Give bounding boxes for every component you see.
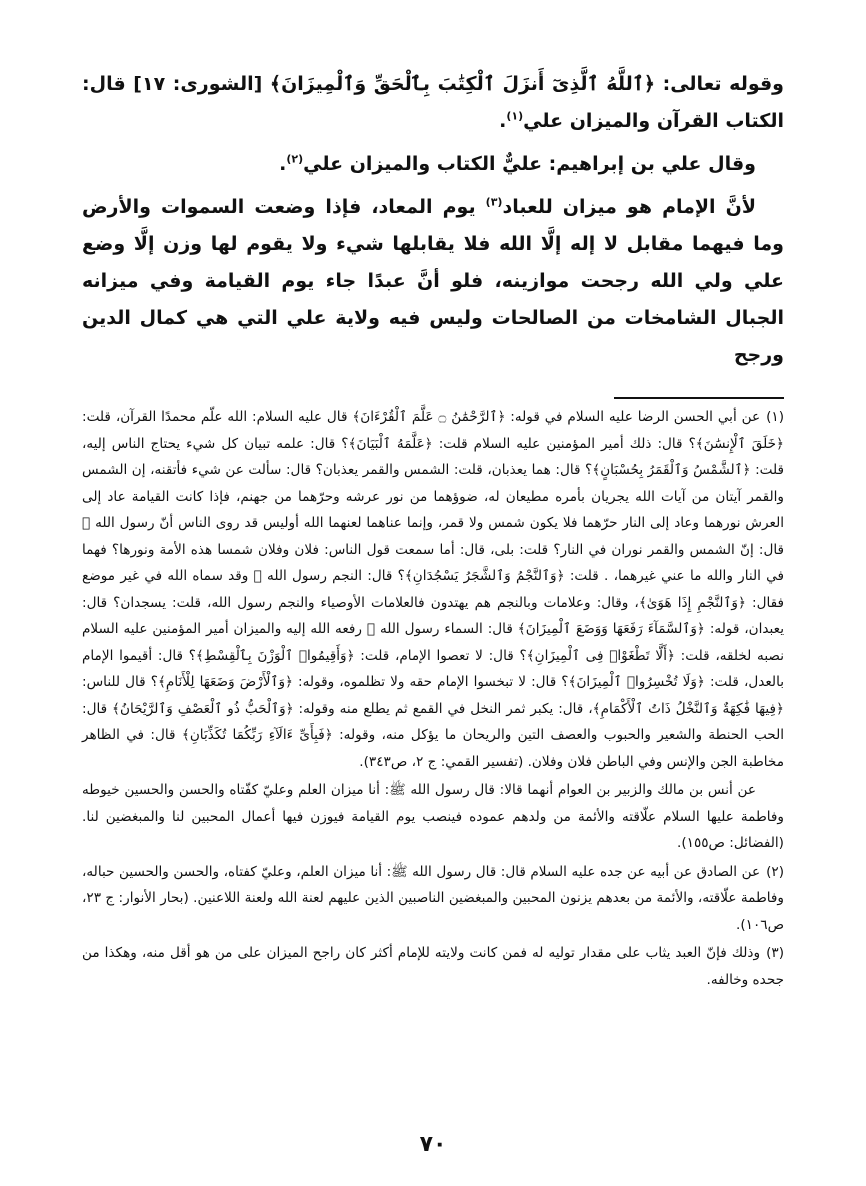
main-paragraph-1-text: وقوله تعالى: ﴿ٱللَّهُ ٱلَّذِىٓ أَنزَلَ ٱلْكِتَٰبَ بِٱلْحَقِّ وَٱلْمِيزَانَ﴾ [الشورى: ١٧] قال: الكتاب القرآن والميزان علي	[82, 73, 784, 132]
main-paragraph-3-text-a: لأنَّ الإمام هو ميزان للعباد	[502, 196, 756, 218]
main-paragraph-2: وقال علي بن إبراهيم: عليٌّ الكتاب والميزان علي$^{(٢)}$.	[279, 152, 756, 175]
footnote-separator	[614, 397, 784, 399]
footnote-ref-3[interactable]: (٣)	[485, 195, 503, 209]
footnote-3-number: (٣)	[766, 945, 784, 961]
main-text	[82, 66, 784, 374]
footnote-ref-1[interactable]: (١)	[506, 109, 524, 123]
main-paragraph-1: وقوله تعالى: ﴿ٱللَّهُ ٱلَّذِىٓ أَنزَلَ ٱلْكِتَٰبَ بِٱلْحَقِّ وَٱلْمِيزَانَ﴾ [الشورى: ١٧] قال: الكتاب القرآن والميزان علي$^{(١)}$.	[82, 73, 784, 132]
page-number: ٧٠	[419, 1132, 447, 1157]
footnote-1	[82, 404, 784, 775]
footnotes-section	[82, 404, 784, 995]
footnote-1-extra: عن أنس بن مالك والزبير بن العوام أنهما قالا: قال رسول الله ﷺ: أنا ميزان العلم وعليّ كفّتاه والحسن والحسين خيوطه وفاطمة عليها السلام علّاقته والأئمة من ولدهم عموده فينصب يوم القيامة فيوزن فيها أعمال المحبين لنا والمبغضين لنا. (الفضائل: ص١٥٥).	[82, 782, 784, 851]
footnote-1-number: (١)	[766, 409, 785, 425]
footnote-2	[82, 859, 784, 939]
main-paragraph-2-text: وقال علي بن إبراهيم: عليٌّ الكتاب والميزان علي	[303, 153, 756, 175]
main-paragraph-3	[82, 189, 784, 374]
footnote-2-text: عن الصادق عن أبيه عن جده عليه السلام قال: قال رسول الله ﷺ: أنا ميزان العلم، وعليّ كفتاه، والحسن والحسين حباله، وفاطمة علّاقته، والأئمة من بعدهم يزنون المحبين والمبغضين الناصبين الذين عليهم لعنة الله ولعنة اللاعنين. (بحار الأنوار: ج ٢٣، ص١٠٦).	[82, 863, 784, 933]
footnote-ref-2[interactable]: (٢)	[286, 152, 304, 166]
footnote-3	[82, 940, 784, 993]
footnote-1-text: عن أبي الحسن الرضا عليه السلام في قوله: ﴿ٱلرَّحْمَٰنُ ۝ عَلَّمَ ٱلْقُرْءَانَ﴾ قال عليه السلام: الله علّم محمدًا القرآن، قلت: ﴿خَلَقَ ٱلْإِنسَٰنَ﴾؟ قال: ذلك أمير المؤمنين عليه السلام قلت: ﴿عَلَّمَهُ ٱلْبَيَانَ﴾؟ قال: علمه تبيان كل شيء يحتاج الناس إليه، قلت: ﴿ٱلشَّمْسُ وَٱلْقَمَرُ بِحُسْبَانٍ﴾؟ قال: هما يعذبان، قلت: الشمس والقمر يعذبان؟ قال: سألت عن شيء فأتقنه، إن الشمس والقمر آيتان من آيات الله يجريان بأمره مطيعان له، ضوؤهما من نور عرشه وحرّهما من جهنم، فإذا كانت القيامة عاد إلى العرش نورهما وعاد إلى النار حرّهما فلا يكون شمس ولا قمر، وإنما عناهما لعنهما الله أوليس قد روى الناس أنّ رسول الله ﷺ قال: إنّ الشمس والقمر نوران في النار؟ قلت: بلى، قال: أما سمعت قول الناس: فلان وفلان شمسا هذه الأمة ونورها؟ فهما في النار والله ما عني غيرهما، . قلت: ﴿وَٱلنَّجْمُ وَٱلشَّجَرُ يَسْجُدَانِ﴾؟ قال: النجم رسول الله ﷺ وقد سماه الله في غير موضع فقال: ﴿وَٱلنَّجْمِ إِذَا هَوَىٰ﴾، وقال: وعلامات وبالنجم هم يهتدون فالعلامات الأوصياء والنجم رسول الله، قلت: يسجدان؟ قال: يعبدان، قوله: ﴿وَٱلسَّمَآءَ رَفَعَهَا وَوَضَعَ ٱلْمِيزَانَ﴾ قال: السماء رسول الله ﷺ رفعه الله إليه والميزان أمير المؤمنين عليه السلام نصبه لخلقه، قلت: ﴿أَلَّا تَطْغَوْا۟ فِى ٱلْمِيزَانِ﴾؟ قال: لا تعصوا الإمام، قلت: ﴿وَأَقِيمُوا۟ ٱلْوَزْنَ بِٱلْقِسْطِ﴾؟ قال: أقيموا الإمام بالعدل، قلت: ﴿وَلَا تُخْسِرُوا۟ ٱلْمِيزَانَ﴾؟ قال: لا تبخسوا الإمام حقه ولا تظلموه، وقوله: ﴿وَٱلْأَرْضَ وَضَعَهَا لِلْأَنَامِ﴾؟ قال للناس: ﴿فِيهَا فَٰكِهَةٌ وَٱلنَّخْلُ ذَاتُ ٱلْأَكْمَامِ﴾، قال: يكبر ثمر النخل في القمع ثم يطلع منه وقوله: ﴿وَٱلْحَبُّ ذُو ٱلْعَصْفِ وَٱلرَّيْحَانُ﴾ قال: الحب الحنطة والشعير والحبوب والعصف التين والريحان ما يؤكل منه، وقوله: ﴿فَبِأَىِّ ءَالَآءِ رَبِّكُمَا تُكَذِّبَانِ﴾ قال: في الظاهر مخاطبة الجن والإنس وفي الباطن فلان وفلان. (تفسير القمي: ج ٢، ص٣٤٣).	[82, 409, 784, 770]
footnote-2-number: (٢)	[766, 863, 784, 880]
footnote-3-text: وذلك فإنّ العبد يثاب على مقدار توليه له فمن كانت ولايته للإمام أكثر كان راجح الميزان على من هو أقل منه، وهكذا من جحده وخالفه.	[82, 945, 784, 988]
main-paragraph-3-text-b: يوم المعاد، فإذا وضعت السموات والأرض وما فيهما مقابل لا إله إلَّا الله فلا يقابلها شيء ولا يقوم لها وزن إلَّا وضع علي ولي الله رجحت موازينه، فلو أنَّ عبدًا جاء يوم القيامة وفي ميزانه الجبال الشامخات من الصالحات وليس فيه ولاية علي التي هي كمال الدين ورجح	[82, 196, 784, 366]
